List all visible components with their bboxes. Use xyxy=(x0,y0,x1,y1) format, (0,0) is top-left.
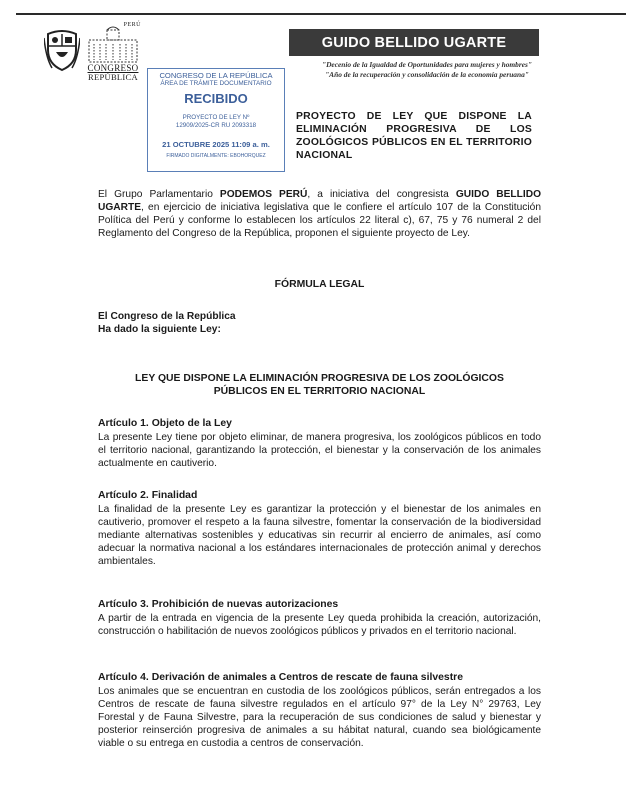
stamp-signature: FIRMADO DIGITALMENTE: EBOHORQUEZ xyxy=(166,153,266,159)
reception-stamp xyxy=(147,68,285,172)
decenio-motto xyxy=(296,60,558,80)
intro-post: , en ejercicio de iniciativa legislativa que le confiere el artículo 107 de la Constitución Política del Perú y conforme lo establecen los artículos 22 literal c), 67, 75 y 76 numeral 2 del Reglamento del Congreso de la República, proponen el siguiente proyecto de Ley. xyxy=(98,202,541,239)
stamp-status: RECIBIDO xyxy=(184,91,248,106)
stamp-proyecto-number: 12909/2025-CR RU 2093318 xyxy=(175,122,257,129)
logo-word-republica: REPÚBLICA xyxy=(88,72,138,82)
decenio-line-1: "Decenio de la Igualdad de Oportunidades para mujeres y hombres" xyxy=(321,60,532,69)
article-1-title: Artículo 1. Objeto de la Ley xyxy=(98,418,232,429)
congreso-line-2: Ha dado la siguiente Ley: xyxy=(98,324,221,335)
article-4-body: Los animales que se encuentran en custodia de los zoológicos públicos, serán entregados a los Centros de rescate de fauna silvestre regulados en el artículo 97° de la Ley N° 29763, Ley Forestal y de Fauna Silvestre, para la recuperación de sus condiciones de salud y bienestar y posterior reinserción progresiva de animales a su hábitat natural, cuando sea biológicamente viable o su entrega en custodia a centros de conservación. xyxy=(98,686,541,749)
header-rule xyxy=(16,13,626,15)
intro-mid: , a iniciativa del congresista xyxy=(307,189,456,200)
congreso-logo xyxy=(85,22,141,82)
article-3-body: A partir de la entrada en vigencia de la presente Ley queda prohibida la creación, autorización, construcción o habilitación de nuevos zoológicos públicos y privados en el territorio nacional. xyxy=(98,613,541,637)
logo-word-congreso: CONGRESO xyxy=(87,63,139,73)
stamp-line-2: ÁREA DE TRÁMITE DOCUMENTARIO xyxy=(160,80,272,87)
law-title-line-2: PÚBLICOS EN EL TERRITORIO NACIONAL xyxy=(213,386,426,397)
intro-pre: El Grupo Parlamentario xyxy=(98,189,220,200)
formula-legal-heading: FÓRMULA LEGAL xyxy=(274,279,365,290)
decenio-line-2: "Año de la recuperación y consolidación de la economía peruana" xyxy=(325,70,529,79)
document-title: PROYECTO DE LEY QUE DISPONE LA ELIMINACIÓN PROGRESIVA DE LOS ZOOLÓGICOS PÚBLICOS EN EL TERRITORIO NACIONAL xyxy=(296,111,532,161)
article-1-body: La presente Ley tiene por objeto eliminar, de manera progresiva, los zoológicos públicos en todo el territorio nacional, garantizando la protección, el bienestar y la conservación de los animales actualmente en cautiverio. xyxy=(98,432,541,469)
stamp-datetime: 21 OCTUBRE 2025 11:09 a. m. xyxy=(162,140,270,149)
stamp-line-1: CONGRESO DE LA REPÚBLICA xyxy=(159,71,273,80)
congress-building-icon xyxy=(85,26,141,66)
peru-coat-of-arms-icon xyxy=(44,28,80,72)
law-title-line-1: LEY QUE DISPONE LA ELIMINACIÓN PROGRESIVA DE LOS ZOOLÓGICOS xyxy=(135,373,504,384)
article-2-title: Artículo 2. Finalidad xyxy=(98,490,198,501)
article-2-body: La finalidad de la presente Ley es garantizar la protección y el bienestar de los animales en cautiverio, promover el respeto a la fauna silvestre, fomentar la conservación de la biodiversidad mediante alternativas sostenibles y educativas sin recurrir al encierro de animales, así como adecuar la normativa nacional a los estándares internacionales de protección animal y derechos ambientales. xyxy=(98,504,541,567)
intro-paragraph xyxy=(98,188,541,240)
intro-congresista: GUIDO BELLIDO UGARTE xyxy=(98,189,541,213)
law-title xyxy=(98,372,541,398)
article-3-title: Artículo 3. Prohibición de nuevas autorizaciones xyxy=(98,599,339,610)
stamp-proyecto-label: PROYECTO DE LEY Nº xyxy=(182,114,250,121)
congreso-line-1: El Congreso de la República xyxy=(98,311,236,322)
congreso-declaration xyxy=(98,310,236,336)
intro-party: PODEMOS PERÚ xyxy=(219,189,308,200)
article-4-title: Artículo 4. Derivación de animales a Centros de rescate de fauna silvestre xyxy=(98,672,463,683)
congressman-name-banner: GUIDO BELLIDO UGARTE xyxy=(289,29,539,56)
logo-top-text: PERÚ xyxy=(123,22,141,28)
